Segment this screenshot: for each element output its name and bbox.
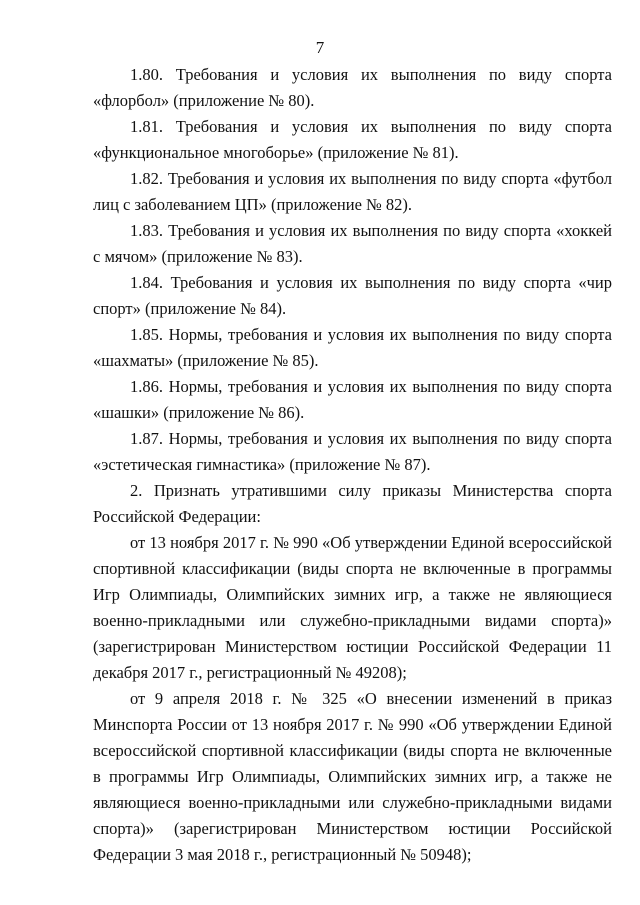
clause-1-86: 1.86. Нормы, требования и условия их выполнения по виду спорта «шашки» (приложение № 86). bbox=[93, 377, 612, 422]
clause-1-84: 1.84. Требования и условия их выполнения по виду спорта «чир спорт» (приложение № 84). bbox=[93, 273, 612, 318]
clause-1-82: 1.82. Требования и условия их выполнения по виду спорта «футбол лиц с заболеванием ЦП» (приложение № 82). bbox=[93, 169, 612, 214]
clause-1-81: 1.81. Требования и условия их выполнения по виду спорта «функциональное многоборье» (приложение № 81). bbox=[93, 117, 612, 162]
clause-1-80: 1.80. Требования и условия их выполнения по виду спорта «флорбол» (приложение № 80). bbox=[93, 65, 612, 110]
repealed-order-325: от 9 апреля 2018 г. № 325 «О внесении изменений в приказ Минспорта России от 13 ноября 2017 г. № 990 «Об утверждении Единой всероссийской спортивной классификации (виды спорта не включенные в программы Игр Олимпиады, Олимпийских зимних игр, а также не являющиеся военно-прикладными или служебно-прикладными видами спорта)» (зарегистрирован Министерством юстиции Российской Федерации 3 мая 2018 г., регистрационный № 50948); bbox=[93, 689, 612, 864]
document-body bbox=[93, 62, 612, 868]
page-number: 7 bbox=[315, 38, 325, 57]
clause-1-83: 1.83. Требования и условия их выполнения по виду спорта «хоккей с мячом» (приложение № 83). bbox=[93, 221, 612, 266]
repealed-order-990: от 13 ноября 2017 г. № 990 «Об утверждении Единой всероссийской спортивной классификации (виды спорта не включенные в программы Игр Олимпиады, Олимпийских зимних игр, а также не являющиеся военно-прикладными или служебно-прикладными видами спорта)» (зарегистрирован Министерством юстиции Российской Федерации 11 декабря 2017 г., регистрационный № 49208); bbox=[93, 533, 612, 682]
clause-2: 2. Признать утратившими силу приказы Министерства спорта Российской Федерации: bbox=[93, 481, 612, 526]
clause-1-87: 1.87. Нормы, требования и условия их выполнения по виду спорта «эстетическая гимнастика» (приложение № 87). bbox=[93, 429, 612, 474]
clause-1-85: 1.85. Нормы, требования и условия их выполнения по виду спорта «шахматы» (приложение № 85). bbox=[93, 325, 612, 370]
